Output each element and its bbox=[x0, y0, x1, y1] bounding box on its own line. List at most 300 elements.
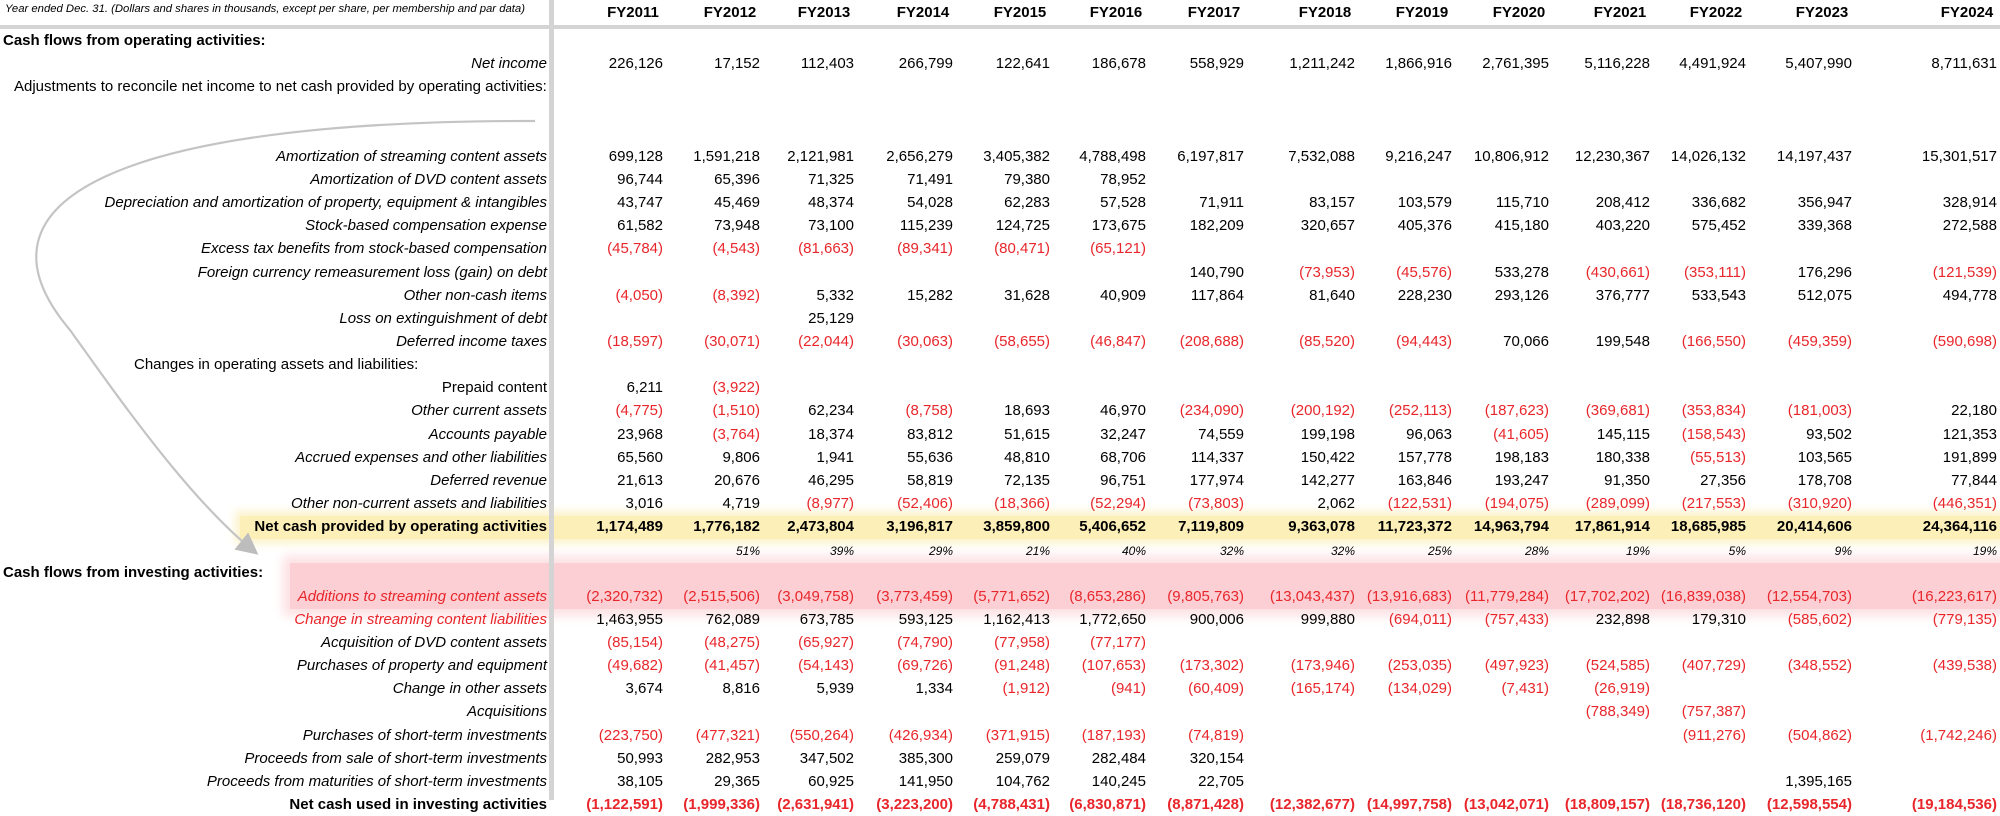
value-cell: 163,846 bbox=[1397, 471, 1452, 489]
value-cell: (757,433) bbox=[1484, 610, 1549, 628]
value-cell: 3,196,817 bbox=[886, 518, 953, 536]
row-label: Purchases of short-term investments bbox=[302, 726, 547, 744]
value-cell: 48,374 bbox=[808, 194, 854, 212]
value-cell: (17,702,202) bbox=[1564, 587, 1650, 605]
value-cell: 198,183 bbox=[1494, 448, 1549, 466]
value-cell: (2,320,732) bbox=[586, 587, 663, 605]
row-label: Loss on extinguishment of debt bbox=[339, 309, 547, 327]
value-cell: 1,463,955 bbox=[596, 610, 663, 628]
value-cell: (134,029) bbox=[1387, 680, 1452, 698]
value-cell: (18,597) bbox=[607, 332, 663, 350]
value-cell: 1,772,650 bbox=[1079, 610, 1146, 628]
table-row bbox=[0, 353, 2000, 376]
table-row bbox=[0, 376, 2000, 399]
row-label: Proceeds from sale of short-term investments bbox=[244, 749, 547, 767]
year-header: FY2011 bbox=[607, 4, 659, 21]
value-cell: 347,502 bbox=[799, 749, 854, 767]
table-row bbox=[0, 608, 2000, 631]
value-cell: (22,044) bbox=[798, 332, 854, 350]
value-cell: 1,174,489 bbox=[596, 518, 663, 536]
value-cell: 1,162,413 bbox=[983, 610, 1050, 628]
value-cell: 512,075 bbox=[1797, 286, 1852, 304]
growth-cell: 28% bbox=[1524, 544, 1549, 559]
value-cell: (1,122,591) bbox=[586, 795, 663, 813]
value-cell: 999,880 bbox=[1300, 610, 1355, 628]
value-cell: 4,491,924 bbox=[1679, 55, 1746, 73]
value-cell: 1,866,916 bbox=[1385, 55, 1452, 73]
value-cell: 121,353 bbox=[1942, 425, 1997, 443]
value-cell: (8,653,286) bbox=[1069, 587, 1146, 605]
value-cell: (121,539) bbox=[1932, 263, 1997, 281]
value-cell: (8,871,428) bbox=[1167, 795, 1244, 813]
value-cell: 11,723,372 bbox=[1377, 518, 1452, 536]
table-row bbox=[0, 261, 2000, 284]
value-cell: (12,382,677) bbox=[1269, 795, 1355, 813]
value-cell: (2,631,941) bbox=[777, 795, 854, 813]
value-cell: (77,177) bbox=[1090, 633, 1146, 651]
value-cell: 71,491 bbox=[907, 170, 953, 188]
value-cell: 65,396 bbox=[714, 170, 760, 188]
value-cell: (73,953) bbox=[1299, 263, 1355, 281]
value-cell: (173,946) bbox=[1290, 657, 1355, 675]
value-cell: 68,706 bbox=[1100, 448, 1146, 466]
value-cell: 8,816 bbox=[722, 680, 760, 698]
table-row bbox=[0, 284, 2000, 307]
value-cell: (779,135) bbox=[1932, 610, 1997, 628]
value-cell: 328,914 bbox=[1942, 194, 1997, 212]
value-cell: (18,736,120) bbox=[1660, 795, 1746, 813]
table-row bbox=[0, 654, 2000, 677]
value-cell: 29,365 bbox=[714, 772, 760, 790]
value-cell: (74,790) bbox=[897, 633, 953, 651]
value-cell: 5,939 bbox=[816, 680, 854, 698]
value-cell: (941) bbox=[1110, 680, 1146, 698]
value-cell: 272,588 bbox=[1942, 217, 1997, 235]
value-cell: 142,277 bbox=[1300, 471, 1355, 489]
value-cell: 8,711,631 bbox=[1931, 55, 1997, 73]
value-cell: 199,548 bbox=[1595, 332, 1650, 350]
value-cell: (550,264) bbox=[789, 726, 854, 744]
row-label: Amortization of streaming content assets bbox=[276, 147, 547, 165]
value-cell: 1,395,165 bbox=[1785, 772, 1852, 790]
value-cell: 17,861,914 bbox=[1574, 518, 1650, 536]
row-label: Change in other assets bbox=[392, 680, 547, 698]
header-note: Year ended Dec. 31. (Dollars and shares in thousands, except per share, per membership and par data) bbox=[5, 3, 525, 15]
value-cell: 762,089 bbox=[705, 610, 760, 628]
value-cell: 71,325 bbox=[808, 170, 854, 188]
value-cell: (49,682) bbox=[607, 657, 663, 675]
value-cell: 17,152 bbox=[714, 55, 760, 73]
row-label: Excess tax benefits from stock-based compensation bbox=[201, 240, 547, 258]
row-label: Additions to streaming content assets bbox=[297, 587, 547, 605]
row-label: Other current assets bbox=[411, 402, 547, 420]
value-cell: (80,471) bbox=[994, 240, 1050, 258]
value-cell: 356,947 bbox=[1797, 194, 1852, 212]
value-cell: (89,341) bbox=[897, 240, 953, 258]
value-cell: 385,300 bbox=[898, 749, 953, 767]
table-row bbox=[0, 469, 2000, 492]
value-cell: (234,090) bbox=[1179, 402, 1244, 420]
year-header: FY2023 bbox=[1795, 4, 1849, 21]
value-cell: 3,674 bbox=[625, 680, 663, 698]
value-cell: 9,216,247 bbox=[1385, 147, 1452, 165]
value-cell: (446,351) bbox=[1932, 495, 1997, 512]
value-cell: (353,834) bbox=[1681, 402, 1746, 420]
value-cell: (5,771,652) bbox=[973, 587, 1050, 605]
row-label: Net cash provided by operating activities bbox=[254, 518, 547, 536]
table-row bbox=[0, 29, 2000, 52]
value-cell: 22,180 bbox=[1951, 402, 1997, 420]
value-cell: (166,550) bbox=[1681, 332, 1746, 350]
value-cell: 114,337 bbox=[1190, 448, 1244, 466]
row-label: Other non-cash items bbox=[403, 286, 547, 304]
value-cell: 157,778 bbox=[1397, 448, 1452, 466]
value-cell: 2,473,804 bbox=[787, 518, 854, 536]
table-row bbox=[0, 399, 2000, 422]
table-row bbox=[0, 724, 2000, 747]
value-cell: 77,844 bbox=[1951, 471, 1997, 489]
value-cell: 78,952 bbox=[1100, 170, 1146, 188]
value-cell: 70,066 bbox=[1503, 332, 1549, 350]
value-cell: 46,295 bbox=[808, 471, 854, 489]
value-cell: (85,520) bbox=[1299, 332, 1355, 350]
value-cell: (187,623) bbox=[1484, 402, 1549, 420]
value-cell: (1,912) bbox=[1002, 680, 1050, 698]
value-cell: (13,042,071) bbox=[1463, 795, 1549, 813]
value-cell: 60,925 bbox=[808, 772, 854, 790]
year-header: FY2016 bbox=[1089, 4, 1143, 21]
value-cell: (85,154) bbox=[607, 633, 663, 651]
value-cell: (208,688) bbox=[1179, 332, 1244, 350]
value-cell: 61,582 bbox=[617, 217, 663, 235]
value-cell: (7,431) bbox=[1501, 680, 1549, 698]
value-cell: 9,363,078 bbox=[1288, 518, 1355, 536]
value-cell: (459,359) bbox=[1787, 332, 1852, 350]
value-cell: 122,641 bbox=[995, 55, 1050, 73]
value-cell: 191,899 bbox=[1942, 448, 1997, 466]
table-row bbox=[0, 423, 2000, 446]
value-cell: (122,531) bbox=[1387, 495, 1452, 512]
value-cell: 1,941 bbox=[816, 448, 854, 466]
value-cell: (788,349) bbox=[1585, 703, 1650, 721]
table-row bbox=[0, 145, 2000, 168]
value-cell: (6,830,871) bbox=[1069, 795, 1146, 813]
value-cell: 55,636 bbox=[907, 448, 953, 466]
growth-cell: 40% bbox=[1121, 544, 1146, 559]
value-cell: 6,211 bbox=[626, 379, 663, 397]
value-cell: 180,338 bbox=[1595, 448, 1650, 466]
value-cell: 140,790 bbox=[1189, 263, 1244, 281]
value-cell: 699,128 bbox=[608, 147, 663, 165]
value-cell: (46,847) bbox=[1090, 332, 1146, 350]
value-cell: (55,513) bbox=[1690, 448, 1746, 466]
value-cell: (223,750) bbox=[598, 726, 663, 744]
table-row bbox=[0, 214, 2000, 237]
value-cell: 376,777 bbox=[1595, 286, 1650, 304]
value-cell: 900,006 bbox=[1189, 610, 1244, 628]
value-cell: 32,247 bbox=[1100, 425, 1146, 443]
value-cell: 65,560 bbox=[617, 448, 663, 466]
value-cell: (81,663) bbox=[798, 240, 854, 258]
value-cell: 593,125 bbox=[898, 610, 953, 628]
value-cell: (14,997,758) bbox=[1366, 795, 1452, 813]
table-row bbox=[0, 237, 2000, 260]
value-cell: (41,457) bbox=[704, 657, 760, 675]
value-cell: 2,761,395 bbox=[1482, 55, 1549, 73]
value-cell: 96,751 bbox=[1100, 471, 1146, 489]
table-row bbox=[0, 631, 2000, 654]
year-header: FY2014 bbox=[896, 4, 950, 21]
row-label: Changes in operating assets and liabilities: bbox=[134, 356, 419, 374]
value-cell: 336,682 bbox=[1691, 194, 1746, 212]
value-cell: 10,806,912 bbox=[1473, 147, 1549, 165]
row-label: Depreciation and amortization of property, equipment & intangibles bbox=[104, 194, 547, 212]
value-cell: 81,640 bbox=[1309, 286, 1355, 304]
value-cell: 14,197,437 bbox=[1776, 147, 1852, 165]
table-row bbox=[0, 122, 2000, 145]
value-cell: 282,953 bbox=[705, 749, 760, 767]
value-cell: (497,923) bbox=[1484, 657, 1549, 675]
value-cell: (77,958) bbox=[994, 633, 1050, 651]
value-cell: 5,116,228 bbox=[1584, 55, 1650, 73]
value-cell: 91,350 bbox=[1604, 471, 1650, 489]
row-label: Accrued expenses and other liabilities bbox=[295, 448, 547, 466]
table-row bbox=[0, 330, 2000, 353]
row-label: Adjustments to reconcile net income to net cash provided by operating activities: bbox=[14, 78, 547, 96]
value-cell: 339,368 bbox=[1797, 217, 1852, 235]
value-cell: (18,366) bbox=[994, 495, 1050, 512]
row-label: Accounts payable bbox=[428, 425, 547, 443]
value-cell: 43,747 bbox=[617, 194, 663, 212]
value-cell: (26,919) bbox=[1594, 680, 1650, 698]
value-cell: (2,515,506) bbox=[683, 587, 760, 605]
value-cell: 3,405,382 bbox=[983, 147, 1050, 165]
table-row bbox=[0, 677, 2000, 700]
value-cell: 282,484 bbox=[1091, 749, 1146, 767]
value-cell: 83,157 bbox=[1309, 194, 1355, 212]
value-cell: 575,452 bbox=[1691, 217, 1746, 235]
value-cell: 5,407,990 bbox=[1785, 55, 1852, 73]
total-row bbox=[0, 793, 2000, 816]
value-cell: 1,776,182 bbox=[693, 518, 760, 536]
value-cell: (158,543) bbox=[1681, 425, 1746, 443]
row-label: Foreign currency remeasurement loss (gain) on debt bbox=[197, 263, 547, 281]
value-cell: 208,412 bbox=[1595, 194, 1650, 212]
value-cell: (54,143) bbox=[798, 657, 854, 675]
row-label: Prepaid content bbox=[441, 379, 547, 397]
row-label: Acquisitions bbox=[466, 703, 547, 721]
value-cell: (45,784) bbox=[607, 240, 663, 258]
value-cell: 179,310 bbox=[1691, 610, 1746, 628]
value-cell: (74,819) bbox=[1188, 726, 1244, 744]
value-cell: 115,239 bbox=[899, 217, 953, 235]
value-cell: (52,294) bbox=[1090, 495, 1146, 512]
value-cell: 9,806 bbox=[722, 448, 760, 466]
value-cell: (194,075) bbox=[1484, 495, 1549, 512]
value-cell: 141,950 bbox=[898, 772, 953, 790]
value-cell: 182,209 bbox=[1189, 217, 1244, 235]
value-cell: (3,922) bbox=[712, 379, 760, 397]
value-cell: (4,788,431) bbox=[973, 795, 1050, 813]
value-cell: (48,275) bbox=[704, 633, 760, 651]
value-cell: 40,909 bbox=[1100, 286, 1146, 304]
value-cell: (45,576) bbox=[1396, 263, 1452, 281]
year-header: FY2012 bbox=[703, 4, 757, 21]
year-header: FY2013 bbox=[797, 4, 851, 21]
value-cell: (8,392) bbox=[712, 286, 760, 304]
row-label: Stock-based compensation expense bbox=[305, 217, 547, 235]
growth-cell: 19% bbox=[1972, 544, 1997, 559]
value-cell: (52,406) bbox=[897, 495, 953, 512]
value-cell: (16,839,038) bbox=[1660, 587, 1746, 605]
value-cell: 18,685,985 bbox=[1670, 518, 1746, 536]
table-row bbox=[0, 770, 2000, 793]
growth-cell: 32% bbox=[1330, 544, 1355, 559]
value-cell: 178,708 bbox=[1797, 471, 1852, 489]
value-cell: 1,211,242 bbox=[1289, 55, 1355, 73]
value-cell: (1,510) bbox=[712, 402, 760, 420]
row-label: Cash flows from investing activities: bbox=[3, 564, 264, 582]
value-cell: 177,974 bbox=[1189, 471, 1244, 489]
value-cell: (911,276) bbox=[1682, 726, 1746, 744]
year-header: FY2015 bbox=[993, 4, 1047, 21]
row-label: Change in streaming content liabilities bbox=[294, 610, 547, 628]
year-header: FY2021 bbox=[1593, 4, 1647, 21]
value-cell: (289,099) bbox=[1585, 495, 1650, 512]
value-cell: (58,655) bbox=[994, 332, 1050, 350]
value-cell: 193,247 bbox=[1494, 471, 1549, 489]
value-cell: 533,543 bbox=[1691, 286, 1746, 304]
value-cell: 7,119,809 bbox=[1178, 518, 1244, 536]
value-cell: (19,184,536) bbox=[1911, 795, 1997, 813]
table-row bbox=[0, 561, 2000, 584]
value-cell: (12,554,703) bbox=[1766, 587, 1852, 605]
growth-cell: 5% bbox=[1728, 544, 1746, 559]
value-cell: 117,864 bbox=[1190, 286, 1244, 304]
row-label: Proceeds from maturities of short-term investments bbox=[206, 772, 547, 790]
value-cell: (91,248) bbox=[994, 657, 1050, 675]
value-cell: 46,970 bbox=[1100, 402, 1146, 420]
value-cell: 18,693 bbox=[1004, 402, 1050, 420]
value-cell: 72,135 bbox=[1004, 471, 1050, 489]
value-cell: 2,656,279 bbox=[886, 147, 953, 165]
year-header: FY2017 bbox=[1187, 4, 1241, 21]
year-header: FY2024 bbox=[1940, 4, 1994, 21]
value-cell: 226,126 bbox=[608, 55, 663, 73]
value-cell: 173,675 bbox=[1091, 217, 1146, 235]
value-cell: (348,552) bbox=[1787, 657, 1852, 675]
value-cell: 62,283 bbox=[1004, 194, 1050, 212]
value-cell: 21,613 bbox=[617, 471, 663, 489]
value-cell: 73,100 bbox=[808, 217, 854, 235]
value-cell: 259,079 bbox=[995, 749, 1050, 767]
value-cell: 228,230 bbox=[1397, 286, 1452, 304]
value-cell: (13,043,437) bbox=[1269, 587, 1355, 605]
value-cell: (430,661) bbox=[1585, 263, 1650, 281]
value-cell: (8,977) bbox=[806, 495, 854, 512]
value-cell: (3,764) bbox=[712, 425, 760, 443]
value-cell: (200,192) bbox=[1290, 402, 1355, 420]
row-label: Deferred income taxes bbox=[396, 332, 547, 350]
table-row bbox=[0, 307, 2000, 330]
row-label: Cash flows from operating activities: bbox=[3, 32, 266, 49]
year-header: FY2022 bbox=[1689, 4, 1743, 21]
value-cell: 145,115 bbox=[1596, 425, 1650, 443]
value-cell: 96,063 bbox=[1406, 425, 1452, 443]
value-cell: 4,719 bbox=[722, 495, 760, 512]
table-row bbox=[0, 700, 2000, 723]
value-cell: (353,111) bbox=[1684, 263, 1746, 281]
table-row bbox=[0, 747, 2000, 770]
value-cell: 20,414,606 bbox=[1776, 518, 1852, 536]
value-cell: 5,406,652 bbox=[1079, 518, 1146, 536]
value-cell: 48,810 bbox=[1004, 448, 1050, 466]
value-cell: 2,121,981 bbox=[787, 147, 854, 165]
value-cell: 54,028 bbox=[907, 194, 953, 212]
row-label: Purchases of property and equipment bbox=[296, 657, 547, 675]
table-row bbox=[0, 191, 2000, 214]
value-cell: (30,063) bbox=[897, 332, 953, 350]
value-cell: 6,197,817 bbox=[1177, 147, 1244, 165]
value-cell: (173,302) bbox=[1179, 657, 1244, 675]
value-cell: (60,409) bbox=[1188, 680, 1244, 698]
growth-cell: 39% bbox=[829, 544, 854, 559]
table-row bbox=[0, 538, 2000, 561]
value-cell: (504,862) bbox=[1787, 726, 1852, 744]
value-cell: 57,528 bbox=[1100, 194, 1146, 212]
value-cell: 140,245 bbox=[1091, 772, 1146, 790]
value-cell: 45,469 bbox=[714, 194, 760, 212]
value-cell: 293,126 bbox=[1494, 286, 1549, 304]
value-cell: (426,934) bbox=[888, 726, 953, 744]
value-cell: (41,605) bbox=[1493, 425, 1549, 443]
value-cell: 176,296 bbox=[1797, 263, 1852, 281]
value-cell: 405,376 bbox=[1397, 217, 1452, 235]
value-cell: (3,223,200) bbox=[876, 795, 953, 813]
growth-cell: 21% bbox=[1025, 544, 1050, 559]
value-cell: 403,220 bbox=[1595, 217, 1650, 235]
value-cell: (181,003) bbox=[1787, 402, 1852, 420]
value-cell: 673,785 bbox=[799, 610, 854, 628]
value-cell: 74,559 bbox=[1198, 425, 1244, 443]
value-cell: (3,773,459) bbox=[876, 587, 953, 605]
value-cell: 266,799 bbox=[898, 55, 953, 73]
value-cell: (187,193) bbox=[1081, 726, 1146, 744]
value-cell: (524,585) bbox=[1585, 657, 1650, 675]
table-row bbox=[0, 52, 2000, 75]
value-cell: (217,553) bbox=[1681, 495, 1746, 512]
value-cell: 1,334 bbox=[915, 680, 953, 698]
year-header: FY2020 bbox=[1492, 4, 1546, 21]
value-cell: 7,532,088 bbox=[1288, 147, 1355, 165]
value-cell: (371,915) bbox=[985, 726, 1050, 744]
value-cell: 2,062 bbox=[1317, 495, 1355, 512]
value-cell: 14,963,794 bbox=[1473, 518, 1549, 536]
value-cell: 558,929 bbox=[1189, 55, 1244, 73]
value-cell: 104,762 bbox=[995, 772, 1050, 790]
value-cell: 18,374 bbox=[808, 425, 854, 443]
value-cell: 124,725 bbox=[995, 217, 1050, 235]
value-cell: 186,678 bbox=[1091, 55, 1146, 73]
value-cell: 1,591,218 bbox=[693, 147, 760, 165]
value-cell: 58,819 bbox=[907, 471, 953, 489]
table-row bbox=[0, 98, 2000, 121]
value-cell: (3,049,758) bbox=[777, 587, 854, 605]
value-cell: 79,380 bbox=[1004, 170, 1050, 188]
value-cell: (310,920) bbox=[1787, 495, 1852, 512]
value-cell: 320,154 bbox=[1189, 749, 1244, 767]
growth-cell: 9% bbox=[1834, 544, 1852, 559]
